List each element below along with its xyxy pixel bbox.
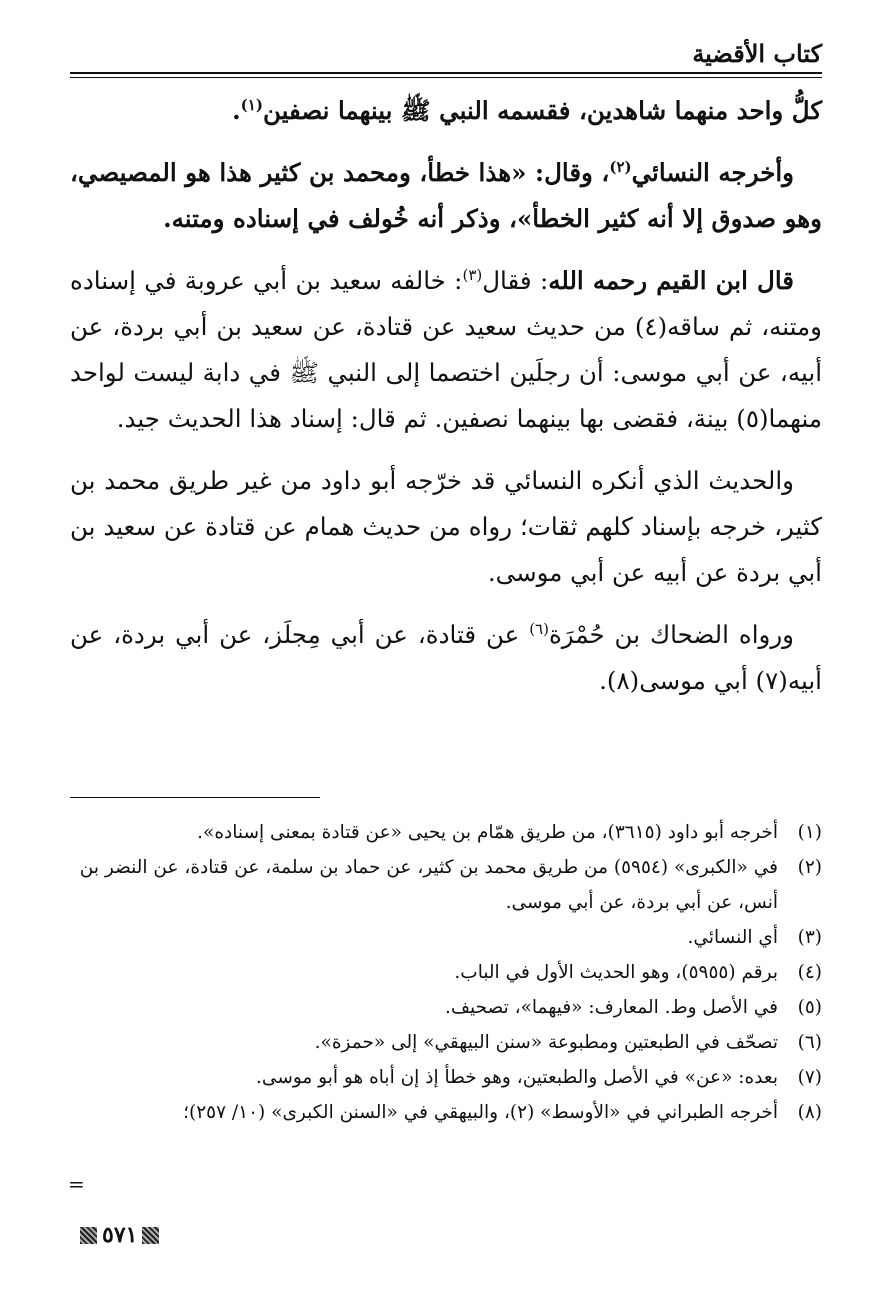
- footnote-number: (٦): [797, 1032, 822, 1053]
- main-text: [70, 88, 822, 720]
- footnote: [70, 1095, 822, 1130]
- footnote-ref[interactable]: (٣): [462, 265, 483, 284]
- footnote-text: برقم (٥٩٥٥)، وهو الحديث الأول في الباب.: [454, 962, 778, 983]
- footnote-number: (١): [797, 822, 822, 843]
- footnote-separator: [70, 797, 320, 798]
- footnote-ref[interactable]: (٢): [609, 157, 632, 176]
- paragraph-1: [70, 88, 822, 134]
- footnote-text: بعده: «عن» في الأصل والطبعتين، وهو خطأ إذ إن أباه هو أبو موسى.: [256, 1067, 778, 1088]
- speaker-name: قال ابن القيم رحمه الله: [548, 266, 795, 295]
- paragraph-3: [70, 258, 822, 442]
- footnote-text: أخرجه أبو داود (٣٦١٥)، من طريق همّام بن يحيى «عن قتادة بمعنى إسناده».: [197, 822, 778, 843]
- footnote: [70, 815, 822, 850]
- footnote-text: تصحّف في الطبعتين ومطبوعة «سنن البيهقي» إلى «حمزة».: [314, 1032, 778, 1053]
- paragraph-5: [70, 612, 822, 704]
- paragraph-text: .: [232, 96, 241, 125]
- paragraph-4: [70, 458, 822, 596]
- footnote-text: في الأصل وط. المعارف: «فيهما»، تصحيف.: [444, 997, 778, 1018]
- paragraph-2: [70, 150, 822, 242]
- page-number: ٥٧١: [102, 1222, 138, 1248]
- footnote-text: أي النسائي.: [687, 927, 778, 948]
- footnotes: [70, 815, 822, 1130]
- continuation-mark: =: [68, 1172, 85, 1196]
- footnote: [70, 990, 822, 1025]
- paragraph-text: كلُّ واحد منهما شاهدين، فقسمه النبي ﷺ بينهما نصفين: [262, 96, 822, 125]
- ornament-icon: [142, 1227, 159, 1244]
- footnote-number: (٤): [797, 962, 822, 983]
- paragraph-text: ، وقال: «هذا خطأ، ومحمد بن كثير هذا هو المصيصي، وهو صدوق إلا أنه كثير الخطأ»، وذكر أنه خُولف في إسناده ومتنه.: [70, 158, 822, 233]
- footnote: [70, 920, 822, 955]
- paragraph-text: وأخرجه النسائي: [631, 158, 794, 187]
- footnote-ref[interactable]: (١): [240, 95, 263, 114]
- footnote-number: (٥): [797, 997, 822, 1018]
- book-section-title: كتاب الأقضية: [692, 39, 822, 68]
- footnote-number: (٢): [797, 857, 822, 878]
- footnote-number: (٧): [797, 1067, 822, 1088]
- footnote: [70, 1025, 822, 1060]
- paragraph-text: : خالفه سعيد بن أبي عروبة في إسناده ومتنه، ثم ساقه(٤) من حديث سعيد عن قتادة، عن سعيد بن أبي بردة، عن أبيه، عن أبي موسى: أن رجلَين اختصما إلى النبي ﷺ في دابة ليست لواحد منهما(٥) بينة، فقضى بها بينهما نصفين. ثم قال: إسناد هذا الحديث جيد.: [70, 266, 822, 433]
- footnote-text: في «الكبرى» (٥٩٥٤) من طريق محمد بن كثير، عن حماد بن سلمة، عن قتادة، عن النضر بن أنس، عن أبي بردة، عن أبي موسى.: [79, 857, 778, 913]
- running-head: [70, 34, 822, 74]
- footnote: [70, 955, 822, 990]
- paragraph-text: والحديث الذي أنكره النسائي قد خرّجه أبو داود من غير طريق محمد بن كثير، خرجه بإسناد كلهم ثقات؛ رواه من حديث همام عن قتادة عن سعيد بن أبي بردة عن أبيه عن أبي موسى.: [70, 466, 822, 587]
- footnote-number: (٣): [797, 927, 822, 948]
- ornament-icon: [80, 1227, 97, 1244]
- page-number-block: [80, 1222, 159, 1248]
- footnote-text: أخرجه الطبراني في «الأوسط» (٢)، والبيهقي في «السنن الكبرى» (١٠/ ٢٥٧)؛: [183, 1102, 778, 1123]
- footnote: [70, 1060, 822, 1095]
- paragraph-text: : فقال: [482, 266, 549, 295]
- header-rule-thin: [70, 77, 822, 78]
- footnote-ref[interactable]: (٦): [529, 619, 549, 638]
- header-rule-thick: [70, 72, 822, 74]
- paragraph-text: ورواه الضحاك بن حُمْرَة: [548, 620, 795, 649]
- footnote: [70, 850, 822, 920]
- paragraph-text: عن قتادة، عن أبي مِجلَز، عن أبي بردة، عن أبيه(٧) أبي موسى(٨).: [70, 620, 822, 695]
- footnote-number: (٨): [797, 1102, 822, 1123]
